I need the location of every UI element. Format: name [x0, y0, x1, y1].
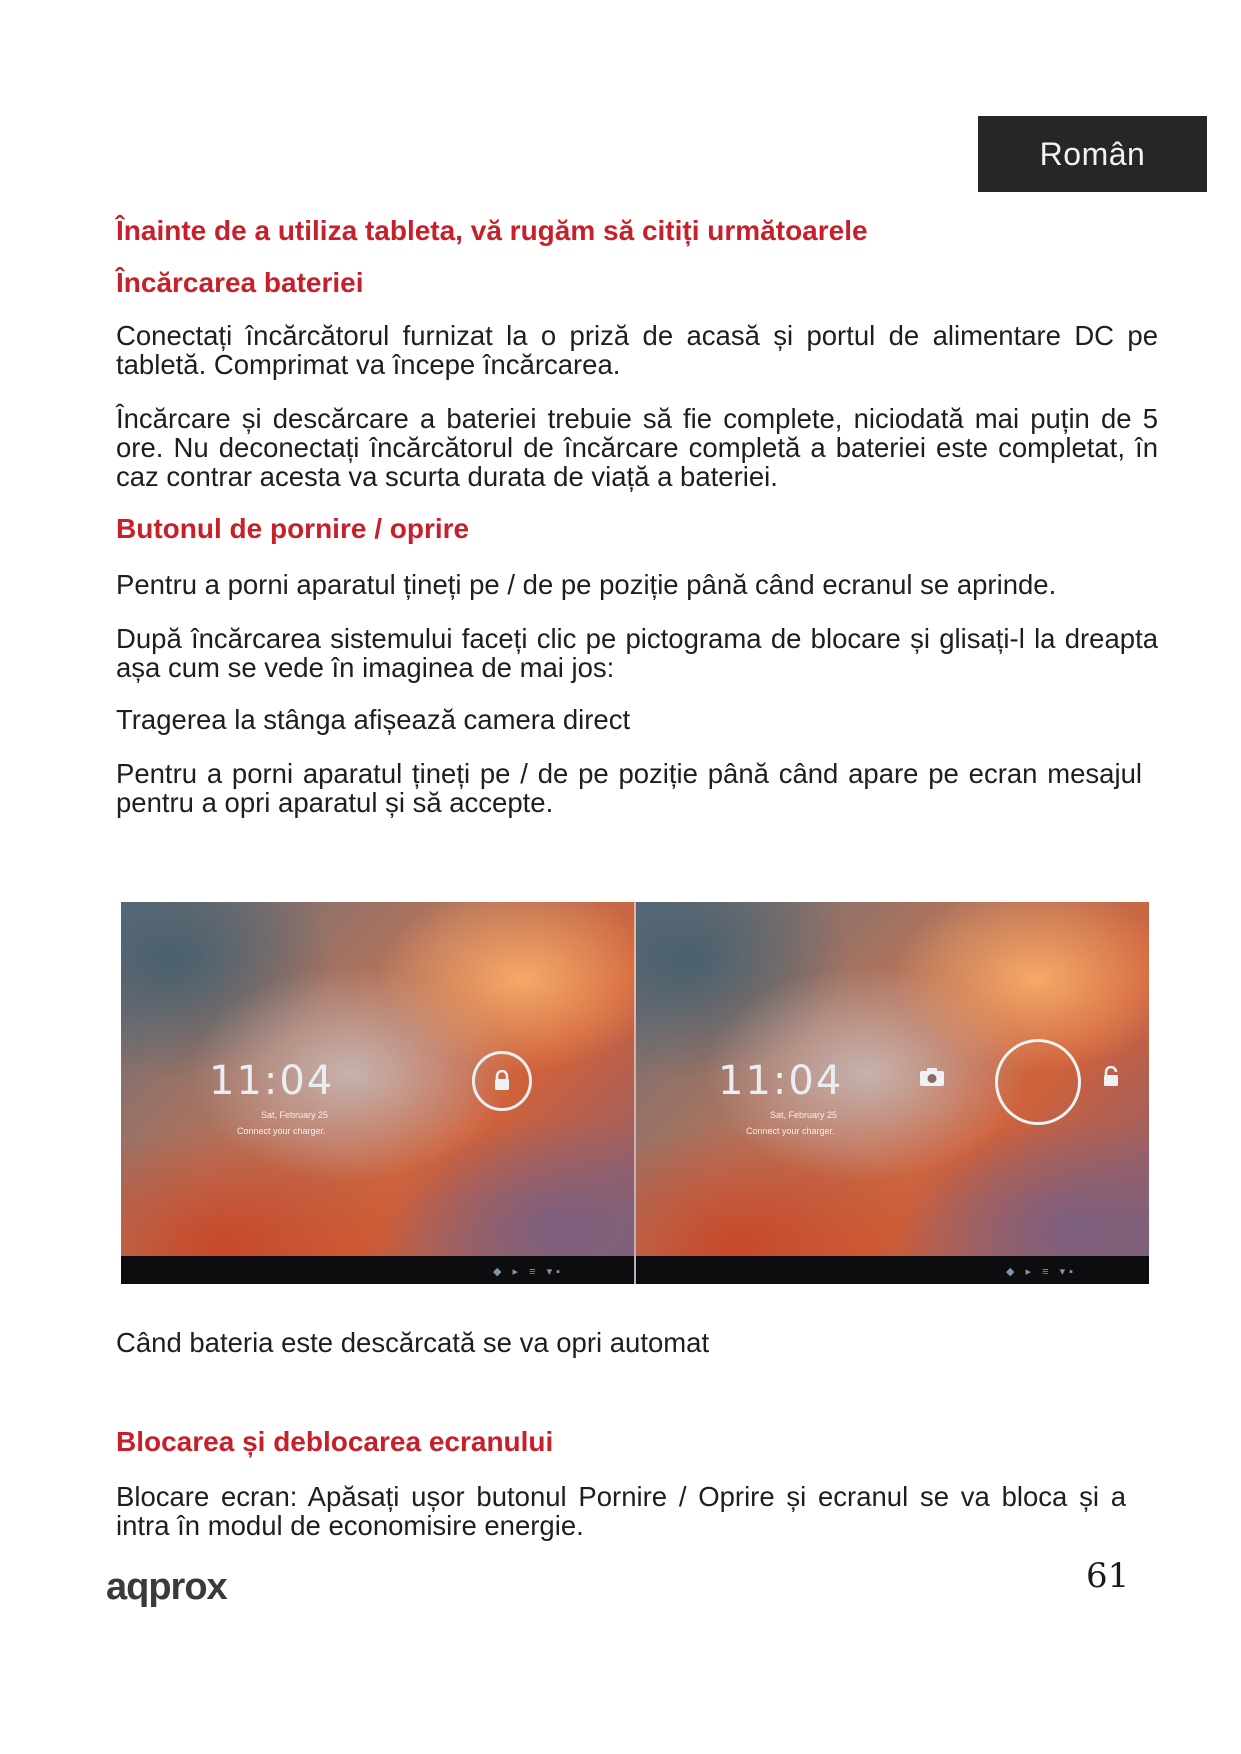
- lockscreen-screenshots: [121, 902, 1149, 1284]
- camera-icon[interactable]: [919, 1067, 945, 1087]
- power-paragraph-1: Pentru a porni aparatul țineți pe / de pe poziție până când ecranul se aprinde.: [116, 569, 1057, 600]
- lock-paragraph-1: Blocare ecran: Apăsați ușor butonul Pornire / Oprire și ecranul se va bloca și a intra în modul de economisire energie.: [116, 1481, 1126, 1541]
- clock-date: Sat, February 25: [261, 1110, 329, 1120]
- page-number: 61: [1086, 1556, 1130, 1596]
- unlock-icon[interactable]: [1102, 1066, 1120, 1088]
- clock-date: Sat, February 25: [770, 1110, 838, 1120]
- power-paragraph-4: Pentru a porni aparatul țineți pe / de pe poziție până când apare pe ecran mesajul pentru a opri aparatul și să accepte.: [116, 758, 1142, 818]
- power-paragraph-2: După încărcarea sistemului faceți clic pe pictograma de blocare și glisați-l la dreapta așa cum se vede în imaginea de mai jos:: [116, 623, 1158, 683]
- brand-logo: aqprox: [106, 1566, 227, 1608]
- navbar-status-icons: ◆ ▸ ≡ ▾▪: [1006, 1266, 1077, 1278]
- charging-heading: Încărcarea bateriei: [116, 267, 364, 298]
- charger-message: Connect your charger.: [746, 1126, 835, 1136]
- system-navbar: [636, 1256, 1149, 1284]
- clock-time: 11:04: [209, 1058, 335, 1104]
- battery-low-note: Când bateria este descărcată se va opri automat: [116, 1327, 710, 1358]
- charging-paragraph-1: Conectați încărcătorul furnizat la o priză de acasă și portul de alimentare DC pe tabletă. Comprimat va începe încărcarea.: [116, 320, 1158, 380]
- navbar-status-icons: ◆ ▸ ≡ ▾▪: [493, 1266, 564, 1278]
- power-paragraph-3: Tragerea la stânga afișează camera direct: [116, 704, 631, 735]
- intro-heading: Înainte de a utiliza tableta, vă rugăm să citiți următoarele: [116, 215, 868, 246]
- clock-time: 11:04: [718, 1058, 844, 1104]
- lockscreen-locked: [121, 902, 634, 1284]
- charging-paragraph-2: Încărcare și descărcare a bateriei trebuie să fie complete, niciodată mai puțin de 5 ore. Nu deconectați încărcătorul de încărcare completă a bateriei este completat, în caz contrar acesta va scurta durata de viață a bateriei.: [116, 403, 1158, 492]
- charger-message: Connect your charger.: [237, 1126, 326, 1136]
- lock-icon-ring[interactable]: [472, 1051, 532, 1111]
- language-tab: Român: [978, 116, 1207, 192]
- lockscreen-unlocking: [634, 902, 1149, 1284]
- system-navbar: [121, 1256, 634, 1284]
- lock-heading: Blocarea și deblocarea ecranului: [116, 1426, 554, 1457]
- lock-icon: [493, 1070, 511, 1092]
- power-heading: Butonul de pornire / oprire: [116, 513, 470, 544]
- unlock-slider-ring[interactable]: [995, 1039, 1081, 1125]
